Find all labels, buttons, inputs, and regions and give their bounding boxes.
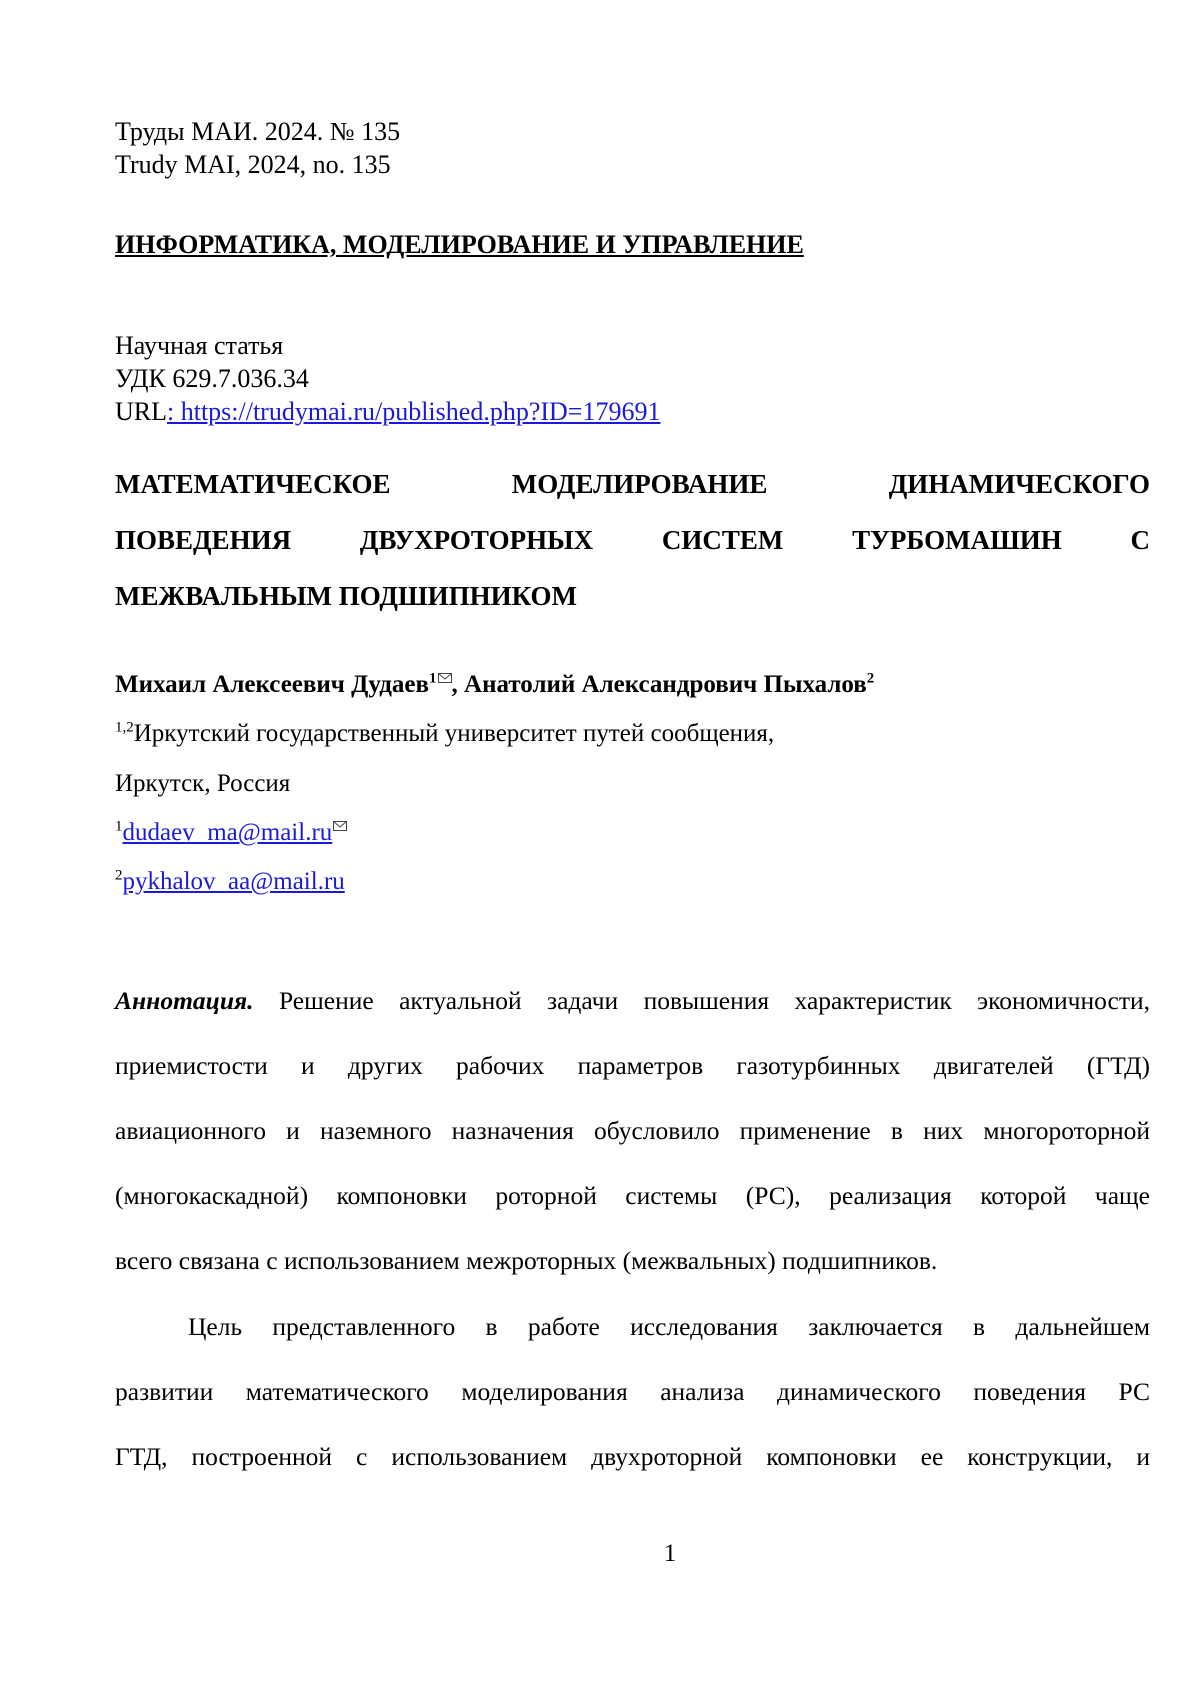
affiliation — [115, 718, 774, 750]
abstract-line: ГТД, построенной с использованием двухроторной компоновки ее конструкции, и — [115, 1442, 1150, 1471]
page-number: 1 — [663, 1540, 677, 1567]
title-line: ПОВЕДЕНИЯ ДВУХРОТОРНЫХ СИСТЕМ ТУРБОМАШИН С — [115, 525, 1150, 555]
envelope-icon — [333, 821, 347, 831]
abstract-line — [115, 968, 1150, 1033]
article-url-line — [115, 396, 660, 428]
author-affiliation-marker: 2 — [866, 670, 875, 687]
journal-citation-ru: Труды МАИ. 2024. № 135 — [115, 117, 401, 146]
abstract-line: (многокаскадной) компоновки роторной системы (РС), реализация которой чаще — [115, 1181, 1150, 1210]
email-marker: 1 — [115, 818, 123, 835]
abstract-label: Аннотация. — [115, 986, 254, 1015]
author-separator: , — [451, 671, 465, 698]
url-label: URL — [115, 397, 167, 426]
section-heading: ИНФОРМАТИКА, МОДЕЛИРОВАНИЕ И УПРАВЛЕНИЕ — [115, 230, 804, 259]
abstract-paragraph — [115, 1294, 1150, 1489]
abstract-paragraph — [115, 968, 1150, 1293]
envelope-icon — [438, 673, 452, 683]
abstract-line: приемистости и других рабочих параметров газотурбинных двигателей (ГТД) — [115, 1051, 1150, 1080]
affiliation-marker: 1,2 — [115, 719, 134, 736]
abstract-line: развитии математического моделирования анализа динамического поведения РС — [115, 1377, 1150, 1406]
title-line: МЕЖВАЛЬНЫМ ПОДШИПНИКОМ — [115, 581, 577, 611]
author-affiliation-marker: 1 — [429, 670, 437, 687]
author-email-line — [115, 866, 345, 898]
author-email-link[interactable]: dudaev_ma@mail.ru — [122, 819, 333, 846]
abstract-line: авиационного и наземного назначения обусловило применение в них многороторной — [115, 1116, 1150, 1145]
udc-code: УДК 629.7.036.34 — [115, 364, 309, 393]
author-email-link[interactable]: pykhalov_aa@mail.ru — [122, 868, 345, 895]
affiliation-text: Иркутский государственный университет путей сообщения, — [133, 720, 775, 747]
author-email-line — [115, 817, 347, 849]
abstract-text: Решение актуальной задачи повышения характеристик экономичности, — [253, 986, 1150, 1015]
title-line: МАТЕМАТИЧЕСКОЕ МОДЕЛИРОВАНИЕ ДИНАМИЧЕСКОГО — [115, 469, 1150, 499]
author-name: Анатолий Александрович Пыхалов — [464, 671, 867, 698]
journal-citation-en: Trudy MAI, 2024, no. 135 — [115, 150, 391, 179]
abstract-line: Цель представленного в работе исследования заключается в дальнейшем — [188, 1312, 1150, 1341]
article-url-link[interactable]: : https://trudymai.ru/published.php?ID=179691 — [167, 397, 661, 426]
article-type: Научная статья — [115, 331, 284, 360]
author-name: Михаил Алексеевич Дудаев — [115, 671, 430, 698]
author-list — [115, 669, 874, 701]
article-title — [115, 456, 1150, 624]
email-marker: 2 — [115, 867, 123, 884]
affiliation-city: Иркутск, Россия — [115, 770, 291, 797]
abstract-line: всего связана с использованием межроторных (межвальных) подшипников. — [115, 1246, 938, 1275]
